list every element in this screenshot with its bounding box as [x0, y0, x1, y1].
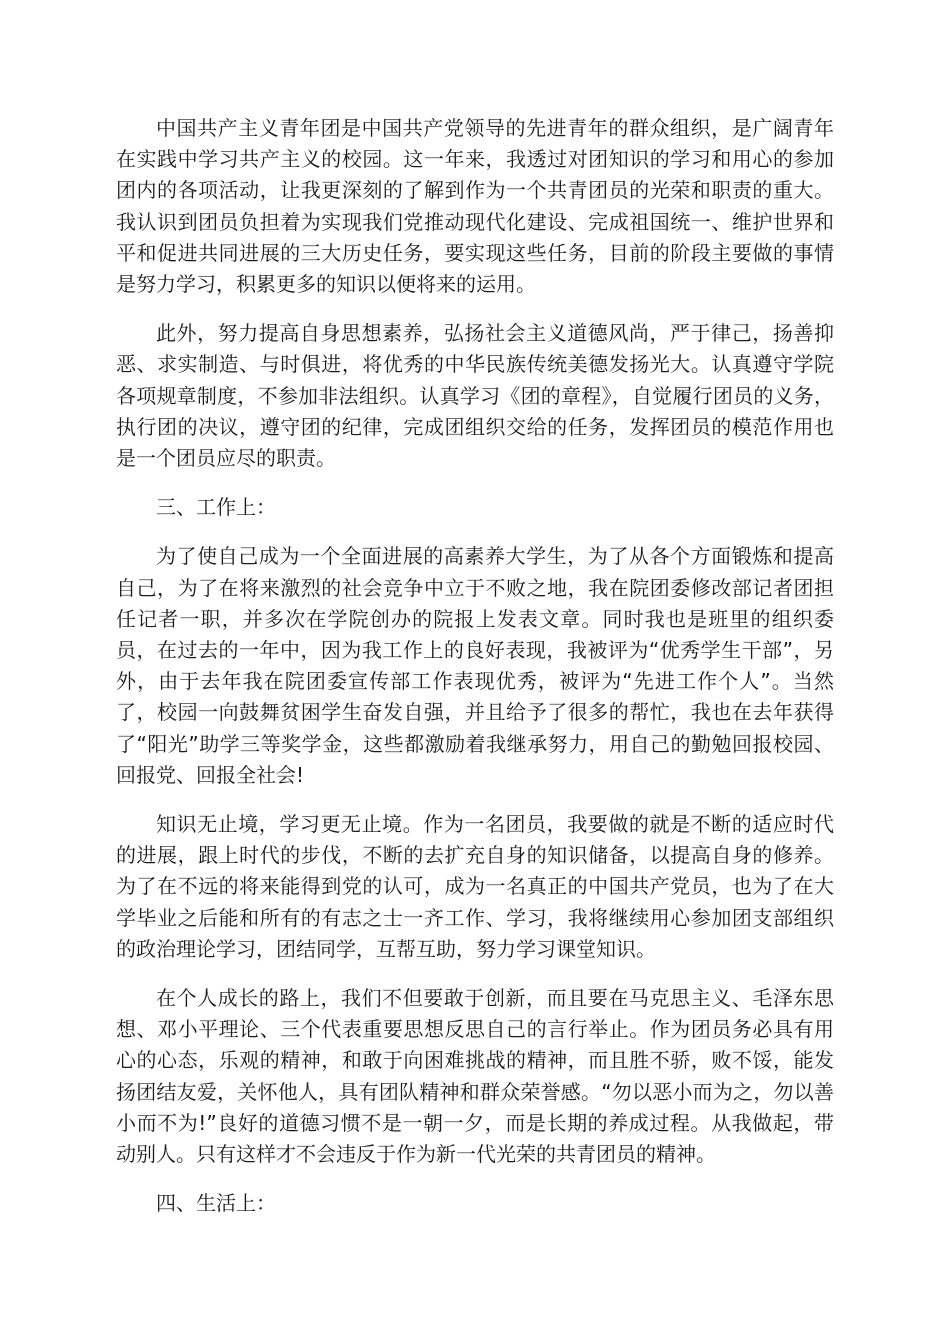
paragraph-youth-league: 中国共产主义青年团是中国共产党领导的先进青年的群众组织，是广阔青年在实践中学习共产主义的校园。这一年来，我透过对团知识的学习和用心的参加团内的各项活动，让我更深刻的了解到作为一个共青团员的光荣和职责的重大。我认识到团员负担着为实现我们党推动现代化建设、完成祖国统一、维护世界和平和促进共同进展的三大历史任务，要实现这些任务，目前的阶段主要做的事情是努力学习，积累更多的知识以便将来的运用。: [116, 116, 834, 297]
paragraph-personal-growth: 在个人成长的路上，我们不但要敢于创新，而且要在马克思主义、毛泽东思想、邓小平理论、三个代表重要思想反思自己的言行举止。作为团员务必具有用心的心态，乐观的精神，和敢于向困难挑战的精神，而且胜不骄，败不馁，能发扬团结友爱，关怀他人，具有团队精神和群众荣誉感。“勿以恶小而为之，勿以善小而不为!”良好的道德习惯不是一朝一夕，而是长期的养成过程。从我做起，带动别人。只有这样才不会违反于作为新一代光荣的共青团员的精神。: [116, 986, 834, 1167]
paragraph-work-experience: 为了使自己成为一个全面进展的高素养大学生，为了从各个方面锻炼和提高自己，为了在将来激烈的社会竞争中立于不败之地，我在院团委修改部记者团担任记者一职，并多次在学院创办的院报上发表文章。同时我也是班里的组织委员，在过去的一年中，因为我工作上的良好表现，我被评为“优秀学生干部”，另外，由于去年我在院团委宣传部工作表现优秀，被评为“先进工作个人”。当然了，校园一向鼓舞贫困学生奋发自强，并且给予了很多的帮忙，我也在去年获得了“阳光”助学三等奖学金，这些都激励着我继承努力，用自己的勤勉回报校园、回报党、回报全社会!: [116, 544, 834, 787]
document-body: [116, 113, 834, 1238]
section-heading-work: 三、工作上：: [156, 495, 276, 520]
section-heading-life: 四、生活上：: [156, 1191, 276, 1216]
paragraph-knowledge: 知识无止境，学习更无止境。作为一名团员，我要做的就是不断的适应时代的进展，跟上时代的步伐，不断的去扩充自身的知识储备，以提高自身的修养。为了在不远的将来能得到党的认可，成为一名真正的中国共产党员，也为了在大学毕业之后能和所有的有志之士一齐工作、学习，我将继续用心参加团支部组织的政治理论学习，团结同学，互帮互助，努力学习课堂知识。: [116, 812, 834, 961]
paragraph-self-improvement: 此外，努力提高自身思想素养，弘扬社会主义道德风尚，严于律己，扬善抑恶、求实制造、与时俱进，将优秀的中华民族传统美德发扬光大。认真遵守学院各项规章制度，不参加非法组织。认真学习《团的章程》，自觉履行团员的义务，执行团的决议，遵守团的纪律，完成团组织交给的任务，发挥团员的模范作用也是一个团员应尽的职责。: [116, 321, 834, 471]
